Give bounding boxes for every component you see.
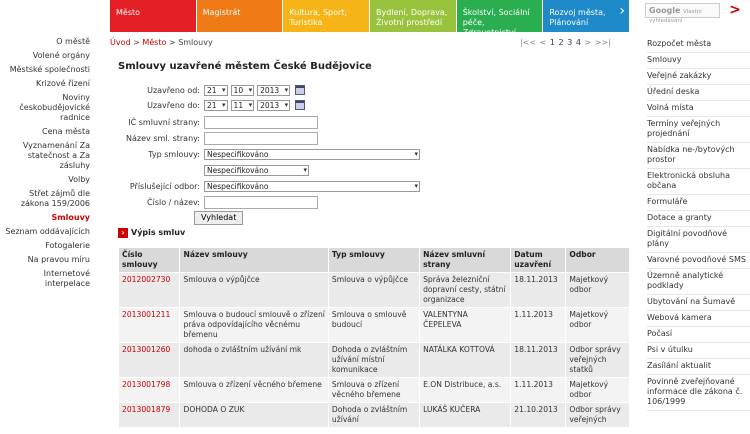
breadcrumb <box>110 38 213 47</box>
number-name-row <box>118 195 318 209</box>
right-nav-item[interactable]: Rozpočet města <box>647 37 750 53</box>
number-name-label: Číslo / název: <box>147 197 200 207</box>
topnav-magistrat[interactable] <box>197 0 284 32</box>
search-placeholder: Vlastní vyhledávání <box>649 9 702 24</box>
topnav-skolstvi[interactable] <box>457 0 544 37</box>
table-cell: VALENTYNA ČEPELEVA <box>420 308 511 343</box>
pager-page-4[interactable]: 4 <box>575 38 581 47</box>
column-header: Název smlouvy <box>180 248 328 273</box>
topnav-label: Magistrát <box>202 8 241 17</box>
calendar-icon[interactable] <box>295 100 305 110</box>
contract-number-link[interactable]: 2013001798 <box>119 378 180 403</box>
contract-number-link[interactable]: 2012002730 <box>119 273 180 308</box>
table-cell: NATÁLKA KOTTOVÁ <box>420 343 511 378</box>
table-cell: 1.11.2013 <box>511 378 566 403</box>
number-name-input[interactable] <box>204 196 318 209</box>
column-header: Název smluvní strany <box>420 248 511 273</box>
table-row <box>119 273 630 308</box>
date-to-month-select[interactable]: 11 ▾ <box>231 100 255 111</box>
left-nav-item[interactable]: Krizové řízení <box>36 79 90 88</box>
pager-page-1[interactable]: 1 <box>549 38 555 47</box>
pager-page-2[interactable]: 2 <box>558 38 564 47</box>
left-nav-item[interactable]: Noviny českobudějovické radnice <box>19 93 90 122</box>
table-cell: Správa železniční dopravní cesty, státní organizace <box>420 273 511 308</box>
table-row <box>119 378 630 403</box>
topnav-mesto[interactable] <box>110 0 197 32</box>
table-cell: Majetkový odbor <box>566 308 630 343</box>
list-heading-label: Výpis smluv <box>131 228 186 237</box>
date-from-label: Uzavřeno od: <box>147 85 200 95</box>
contract-subtype-row <box>118 163 312 177</box>
contract-type-label: Typ smlouvy: <box>148 149 200 159</box>
right-nav-item[interactable]: Počasí <box>647 327 750 343</box>
table-cell: Smlouva o výpůjčce <box>328 273 419 308</box>
table-cell: Majetkový odbor <box>566 273 630 308</box>
table-cell: Dohoda o zvláštním užívání místní komunikace <box>328 343 419 378</box>
table-header-row <box>119 248 630 273</box>
calendar-icon[interactable] <box>295 85 305 95</box>
contract-subtype-select[interactable]: Nespecifikováno ▾ <box>204 165 309 176</box>
right-nav-item[interactable]: Dotace a granty <box>647 211 750 227</box>
search-button[interactable]: > <box>729 2 741 18</box>
table-cell: 21.10.2013 <box>511 403 566 428</box>
left-nav-item[interactable]: Cena města <box>42 127 90 136</box>
right-nav-item[interactable]: Veřejné zakázky <box>647 69 750 85</box>
ico-input[interactable] <box>204 116 318 129</box>
google-logo: Google <box>649 6 681 15</box>
table-cell: 18.11.2013 <box>511 343 566 378</box>
date-to-year-select[interactable]: 2013 ▾ <box>257 100 290 111</box>
date-from-row <box>118 83 305 97</box>
date-to-row <box>118 98 305 112</box>
department-select[interactable]: Nespecifikováno ▾ <box>204 181 420 192</box>
breadcrumb-separator: > <box>168 38 176 47</box>
ico-label: IČ smluvní strany: <box>128 117 200 127</box>
contract-number-link[interactable]: 2013001260 <box>119 343 180 378</box>
topnav-label: Kultura, Sport, Turistika <box>289 8 347 27</box>
table-body <box>119 273 630 428</box>
date-from-month-select[interactable]: 10 ▾ <box>231 85 255 96</box>
pager-last[interactable]: >>| <box>594 38 611 47</box>
topnav-bydleni[interactable] <box>370 0 457 32</box>
left-nav-item[interactable]: Střet zájmů dle zákona 159/2006 <box>20 189 90 208</box>
table-cell: 1.11.2013 <box>511 308 566 343</box>
table-cell: Smlouva o výpůjčce <box>180 273 328 308</box>
page-title: Smlouvy uzavřené městem České Budějovice <box>118 61 372 72</box>
right-nav-item[interactable]: Nabídka ne-/bytových prostor <box>647 143 750 169</box>
table-cell: dohoda o zvláštním užívání mk <box>180 343 328 378</box>
right-nav-item[interactable]: Digitální povodňové plány <box>647 227 750 253</box>
topnav-label: Město <box>116 8 141 17</box>
table-cell: Smlouva o budoucí smlouvě o zřízení práva odpovídajícího věcnému břemenu <box>180 308 328 343</box>
left-nav-item[interactable]: O městě <box>56 37 90 46</box>
table-cell: Odbor správy veřejných <box>566 403 630 428</box>
pager-page-3[interactable]: 3 <box>567 38 573 47</box>
right-nav-item[interactable]: Územně analytické podklady <box>647 269 750 295</box>
search-input[interactable] <box>645 3 720 24</box>
chevron-right-icon: › <box>118 228 128 238</box>
contract-number-link[interactable]: 2013001211 <box>119 308 180 343</box>
left-nav-item[interactable]: Volené orgány <box>32 51 90 60</box>
left-nav-item[interactable]: Městské společnosti <box>9 65 90 74</box>
date-from-day-select[interactable]: 21 ▾ <box>204 85 228 96</box>
table-cell: 18.11.2013 <box>511 273 566 308</box>
table-cell: Smlouva o smlouvě budoucí <box>328 308 419 343</box>
column-header: Datum uzavření <box>511 248 566 273</box>
party-name-label: Název sml. strany: <box>126 133 200 143</box>
topnav-label: Bydlení, Doprava, Životní prostředí <box>376 8 448 27</box>
right-nav-item[interactable]: Povinně zveřejňované informace dle zákona č. 106/1999 <box>647 375 750 411</box>
date-from-year-select[interactable]: 2013 ▾ <box>257 85 290 96</box>
column-header: Číslo smlouvy <box>119 248 180 273</box>
column-header: Typ smlouvy <box>328 248 419 273</box>
table-row <box>119 308 630 343</box>
left-navigation <box>0 37 100 293</box>
column-header: Odbor <box>566 248 630 273</box>
table-cell: Smlouva o zřízení věcného břemene <box>180 378 328 403</box>
right-nav-item[interactable]: Webová kamera <box>647 311 750 327</box>
breadcrumb-home[interactable]: Úvod <box>110 38 131 47</box>
topnav-label: Školství, Sociální péče, Zdravotnictví <box>462 8 530 37</box>
pager-next[interactable]: > <box>584 38 592 47</box>
table-cell: LUKÁŠ KUČERA <box>420 403 511 428</box>
breadcrumb-current: Smlouvy <box>178 38 213 47</box>
department-row <box>118 179 423 193</box>
search-submit-button[interactable]: Vyhledat <box>194 211 243 225</box>
table-cell: Dohoda o zvláštním užívání <box>328 403 419 428</box>
right-nav-item[interactable]: Smlouvy <box>647 53 750 69</box>
left-nav-item[interactable]: Smlouvy <box>51 213 90 222</box>
left-nav-item[interactable]: Seznam oddávajících <box>5 227 90 236</box>
topnav-rozvoj[interactable] <box>543 0 630 32</box>
right-nav-item[interactable]: Termíny veřejných projednání <box>647 117 750 143</box>
list-heading <box>118 228 185 238</box>
table-cell: E.ON Distribuce, a.s. <box>420 378 511 403</box>
date-to-day-select[interactable]: 21 ▾ <box>204 100 228 111</box>
pager-prev[interactable]: < <box>539 38 547 47</box>
right-nav-item[interactable]: Zasílání aktualit <box>647 359 750 375</box>
breadcrumb-city[interactable]: Město <box>142 38 167 47</box>
contracts-table <box>118 247 630 428</box>
table-cell: Majetkový odbor <box>566 378 630 403</box>
pager <box>520 38 611 47</box>
pager-first[interactable]: |<< <box>520 38 537 47</box>
table-row <box>119 403 630 428</box>
right-nav-item[interactable]: Ubytování na Šumavě <box>647 295 750 311</box>
table-row <box>119 343 630 378</box>
party-name-input[interactable] <box>204 132 318 145</box>
breadcrumb-separator: > <box>133 38 140 47</box>
table-cell: Smlouva o zřízení věcného břemene <box>328 378 419 403</box>
right-nav-item[interactable]: Varovné povodňové SMS <box>647 253 750 269</box>
left-nav-item[interactable]: Volby <box>68 175 90 184</box>
topnav-kultura[interactable] <box>283 0 370 32</box>
right-nav-item[interactable]: Psi v útulku <box>647 343 750 359</box>
party-name-row <box>118 131 318 145</box>
left-nav-item[interactable]: Internetové interpelace <box>43 269 90 288</box>
department-label: Příslušející odbor: <box>129 181 200 191</box>
top-navigation <box>110 0 630 37</box>
contract-type-row <box>118 147 423 161</box>
right-navigation <box>640 37 750 411</box>
date-to-label: Uzavřeno do: <box>147 100 200 110</box>
chevron-right-icon: › <box>619 3 626 19</box>
left-nav-item[interactable]: Na pravou míru <box>27 255 90 264</box>
table-cell: Odbor správy veřejných statků <box>566 343 630 378</box>
ico-row <box>118 115 318 129</box>
right-nav-item[interactable]: Elektronická obsluha občana <box>647 169 750 195</box>
right-nav-item[interactable]: Formuláře <box>647 195 750 211</box>
table-cell: DOHODA O ZUK <box>180 403 328 428</box>
topnav-label: Rozvoj města, Plánování <box>549 8 606 27</box>
right-nav-item[interactable]: Úřední deska <box>647 85 750 101</box>
left-nav-item[interactable]: Vyznamenání Za statečnost a Za zásluhy <box>22 141 90 170</box>
contract-number-link[interactable]: 2013001879 <box>119 403 180 428</box>
contract-type-select[interactable]: Nespecifikováno ▾ <box>204 149 420 160</box>
right-nav-item[interactable]: Volná místa <box>647 101 750 117</box>
left-nav-item[interactable]: Fotogalerie <box>45 241 90 250</box>
